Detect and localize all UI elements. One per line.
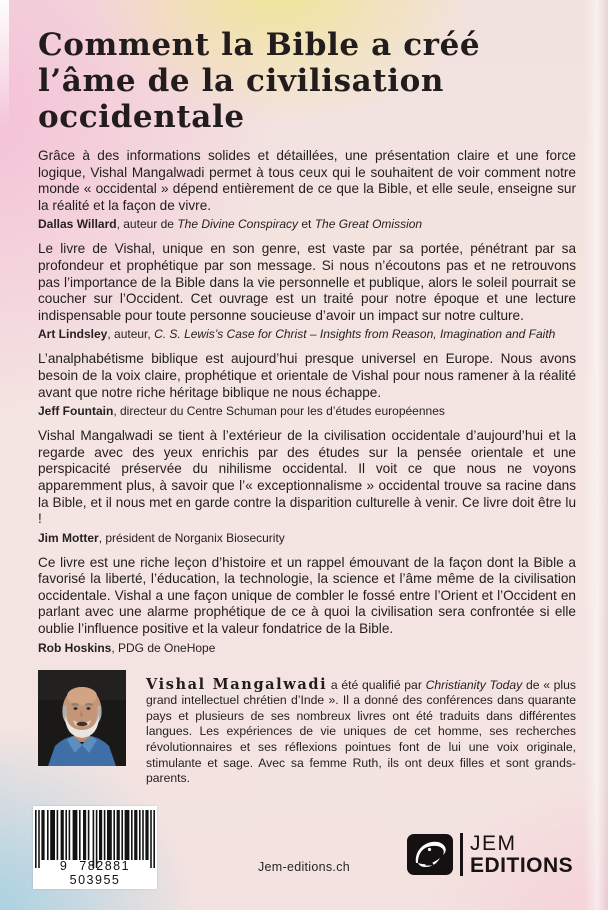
endorser-role: , auteur de (116, 217, 178, 232)
book-title (38, 27, 576, 135)
endorser-work: The Great Omission (314, 217, 423, 232)
book-title-line: Comment la Bible a créé (38, 27, 481, 63)
endorsement-1 (38, 148, 576, 231)
endorsement-credit (38, 404, 576, 418)
endorser-work: The Divine Conspiracy (177, 217, 299, 232)
book-title-line: occidentale (38, 99, 245, 135)
bio-sentence: de « plus grand intellectuel chrétien d’Inde ». Il a donné des conférences dans quarante pays et plusieurs de ses nombreux livres ont été traduits dans différentes langues. Les expériences de vie uniques de cet homme, ses recherches révolutionnaires et ses réflexions pointues font de lui une voix originale, stimulante et sage. Avec sa femme Ruth, ils ont deux filles et sont grands-parents. (146, 677, 577, 786)
endorsement-3 (38, 351, 576, 418)
author-name: Vishal Mangalwadi (146, 675, 328, 693)
endorsement-quote: L’analphabétisme biblique est aujourd’hui presque universel en Europe. Nous avons besoin de la voix claire, prophétique et orientale de Vishal pour nous ramener à la réalité avant que notre riche héritage biblique ne nous échappe. (38, 351, 576, 400)
endorser-role: , directeur du Centre Schuman pour les d’études européennes (113, 404, 445, 419)
endorser-name: Dallas Willard (38, 217, 117, 232)
endorser-name: Jim Motter (38, 530, 99, 545)
endorsement-credit (38, 327, 576, 341)
endorser-name: Art Lindsley (38, 327, 108, 342)
endorsement-2 (38, 241, 576, 341)
isbn-barcode (33, 806, 157, 889)
endorsement-5 (38, 555, 576, 655)
author-bio-section (38, 670, 576, 787)
publisher-website: Jem-editions.ch (257, 860, 351, 874)
endorser-work: C. S. Lewis’s Case for Christ – Insights from Reason, Imagination and Faith (154, 327, 556, 342)
endorsement-quote: Ce livre est une riche leçon d’histoire et un rappel émouvant de la façon dont la Bible a favorisé la liberté, l’éducation, la technologie, la science et l’âme même de la civilisation occidentale. Vishal a une façon unique de combler le fossé entre l’Orient et l’Occident en parlant avec une alarme prophétique de ce à quoi la civilisation sera confrontée si elle oublie l’influence positive et la valeur fondatrice de la Bible. (38, 554, 576, 637)
book-title-line: l’âme de la civilisation (38, 63, 445, 99)
bio-sentence: a été qualifié par (327, 677, 426, 692)
endorser-role: , auteur, (107, 327, 155, 342)
endorsement-quote: Vishal Mangalwadi se tient à l’extérieur de la civilisation occidentale d’aujourd’hui et la regarde avec des yeux enrichis par des études sur la pensée orientale et une perspicacité préservée du nihilisme occidental. Il voit ce que nous ne voyons apparemment plus, à savoir que l’« exceptionnalisme » occidental trouve sa racine dans la Bible, et il nous met en garde contre la disparition culturelle à venir. Ce livre doit être lu ! (38, 428, 576, 527)
endorsement-credit (38, 531, 576, 545)
magazine-name: Christianity Today (425, 677, 523, 692)
author-photo (38, 670, 126, 766)
endorser-role: et (298, 217, 315, 232)
publisher-logo (407, 833, 573, 876)
endorser-name: Jeff Fountain (38, 404, 114, 419)
jem-swoosh-icon (407, 834, 453, 875)
endorsement-credit (38, 641, 576, 655)
endorsement-credit (38, 217, 576, 231)
endorser-name: Rob Hoskins (38, 640, 112, 655)
isbn-number: 9 782881 503955 (59, 859, 131, 887)
endorsement-4 (38, 428, 576, 545)
publisher-name-jem: JEM (470, 832, 517, 855)
publisher-name-editions: EDITIONS (470, 854, 574, 877)
endorsement-quote: Le livre de Vishal, unique en son genre, est vaste par sa portée, pénétrant par sa profondeur et prophétique par son message. Si nous n’écoutons pas et ne retrouvons pas l’importance de la Bible dans la vie personnelle et publique, alors le soleil pourrait se coucher sur l’Occident. Cet ouvrage est un traité pour notre époque et une lecture indispensable pour toute personne soucieuse d’avoir un impact sur notre culture. (38, 241, 576, 323)
cover-footer (0, 800, 608, 910)
publisher-name (470, 833, 573, 876)
endorser-role: , PDG de OneHope (111, 640, 216, 655)
endorsement-quote: Grâce à des informations solides et détaillées, une présentation claire et une force logique, Vishal Mangalwadi permet à tous ceux qui le souhaitent de voir comment notre monde « occidental » dépend entièrement de ce que la Bible, et elle seule, enseigne sur la réalité et la façon de vivre. (38, 148, 576, 213)
logo-divider (460, 833, 463, 876)
endorser-role: , président de Norganix Biosecurity (98, 530, 285, 545)
author-bio-text (146, 670, 576, 787)
